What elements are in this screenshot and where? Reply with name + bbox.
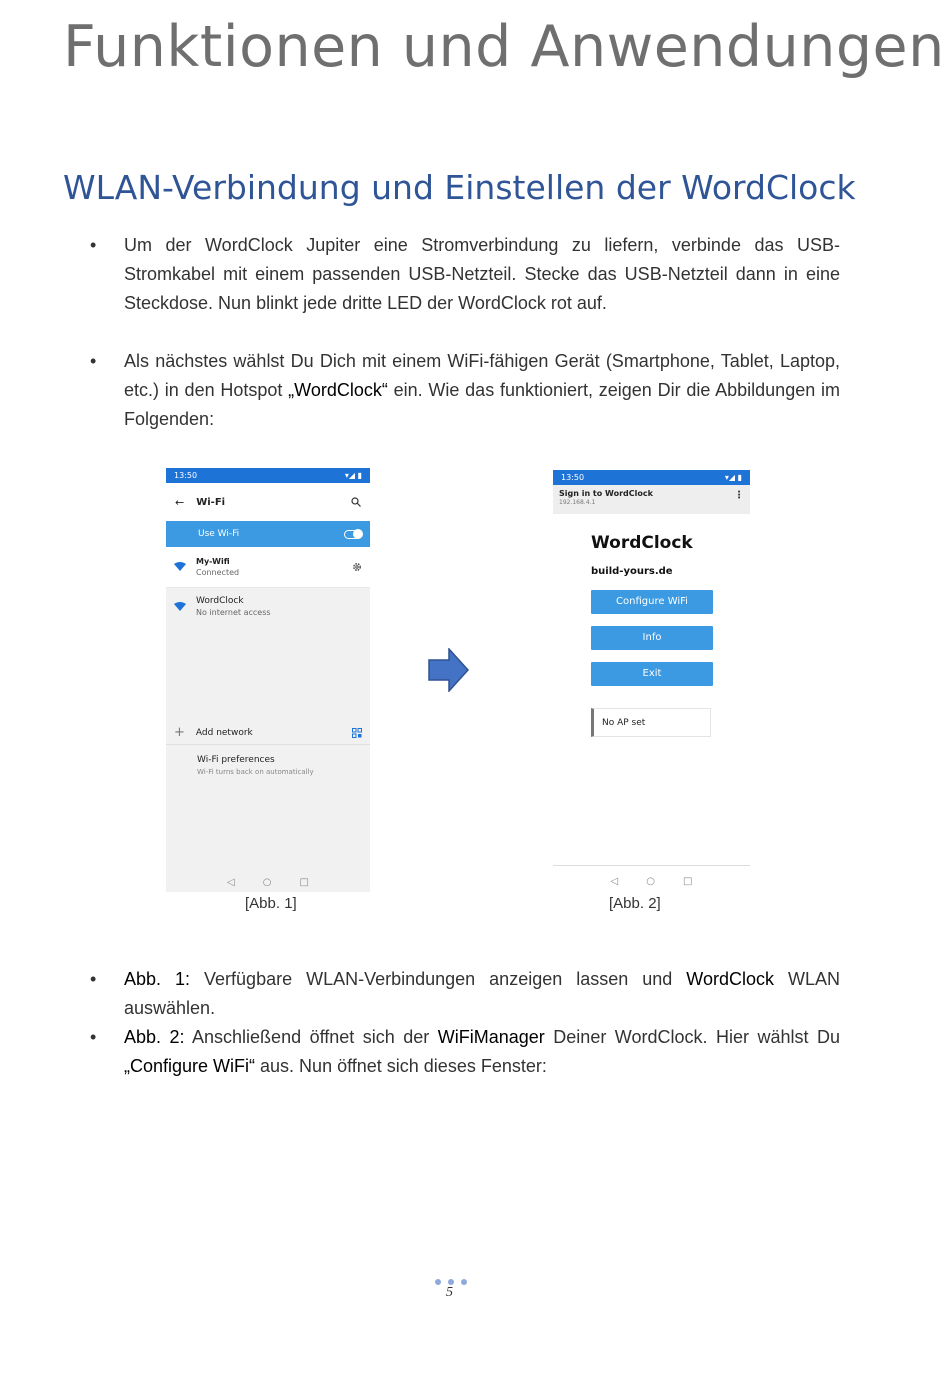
signin-title: Sign in to WordClock [559,489,653,498]
divider [553,865,750,866]
note-keyword: WordClock [686,969,774,989]
note-text: Deiner WordClock. Hier wählst Du [544,1027,840,1047]
list-item [90,965,840,1023]
intro-text-2a: Als nächstes wählst Du Dich mit einem WiFi-fähigen Gerät (Smartphone, Tablet, Laptop, etc.) in den Hotspot [124,351,840,400]
status-bar [166,468,370,483]
network-status: Connected [196,568,240,577]
note-text: Verfügbare WLAN-Verbindungen anzeigen lassen und [190,969,687,989]
page-title: Funktionen und Anwendungen [63,14,945,80]
section-heading: WLAN-Verbindung und Einstellen der WordClock [63,168,856,207]
status-icons: ▾◢ ▮ [724,473,742,482]
hotspot-name: „WordClock“ [288,380,388,400]
signin-header [553,485,750,514]
network-row-my-wifi[interactable] [166,547,370,588]
bullet-icon: • [90,351,97,371]
status-time: 13:50 [174,471,198,480]
home-nav-icon[interactable]: ○ [262,877,272,888]
note-keyword: „Configure WiFi“ [124,1056,256,1076]
wifi-preferences-row[interactable] [197,754,314,778]
use-wifi-label: Use Wi-Fi [198,529,240,539]
bullet-icon: • [90,235,97,255]
arrow-right-icon [428,648,470,692]
network-name: My-Wifi [196,557,230,566]
ap-status-box: No AP set [591,708,711,737]
intro-text-2b: ein. Wie das funktioniert, zeigen Dir die Abbildungen im Folgenden: [124,380,840,429]
list-item [90,347,840,434]
recents-nav-icon[interactable]: □ [299,877,309,888]
home-nav-icon[interactable]: ○ [646,876,655,887]
nav-bar [553,876,750,887]
app-subtitle: build-yours.de [591,566,673,577]
network-row-wordclock[interactable] [166,588,370,626]
back-arrow-icon[interactable]: ← [175,495,185,509]
app-title: WordClock [591,533,693,553]
figure-1-caption: [Abb. 1] [245,895,297,912]
wifi-toggle[interactable] [344,530,362,539]
figure-1-screenshot [166,468,370,892]
list-item [90,1023,840,1081]
bullet-icon: • [90,1027,97,1047]
network-name: WordClock [196,596,244,606]
list-item [90,231,840,318]
search-icon[interactable] [351,497,361,507]
use-wifi-row[interactable] [166,521,370,547]
note-label: Abb. 1: [124,969,191,989]
nav-bar [166,877,370,888]
more-options-icon[interactable]: ⋮ [734,490,744,501]
info-button[interactable]: Info [591,626,713,650]
note-text: Anschließend öffnet sich der [184,1027,438,1047]
spacer [90,318,840,347]
intro-list [90,231,840,434]
add-network-row[interactable] [166,721,370,745]
wifi-signal-icon [174,562,186,572]
recents-nav-icon[interactable]: □ [682,876,693,887]
exit-button[interactable]: Exit [591,662,713,686]
figure-2-caption: [Abb. 2] [609,895,661,912]
plus-icon: + [174,725,185,740]
note-text: WLAN auswählen. [124,969,840,1018]
bullet-icon: • [90,969,97,989]
configure-wifi-button[interactable]: Configure WiFi [591,590,713,614]
network-status: No internet access [196,608,271,617]
signin-ip: 192.168.4.1 [559,499,596,506]
figure-notes-list [90,965,840,1081]
intro-text-1: Um der WordClock Jupiter eine Stromverbindung zu liefern, verbinde das USB-Stromkabel mit einem passenden USB-Netzteil. Stecke das USB-Netzteil dann in eine Steckdose. Nun blinkt jede dritte LED der WordClock rot auf. [124,235,840,313]
status-time: 13:50 [561,473,585,482]
note-text: aus. Nun öffnet sich dieses Fenster: [255,1056,547,1076]
wifi-signal-icon [174,602,186,612]
back-nav-icon[interactable]: ◁ [227,877,235,888]
add-network-label: Add network [195,727,253,738]
wifi-preferences-sub: Wi-Fi turns back on automatically [197,768,314,776]
back-nav-icon[interactable]: ◁ [610,876,619,887]
wifi-header [166,483,370,521]
status-icons: ▾◢ ▮ [344,471,362,480]
qr-code-icon[interactable] [352,728,362,738]
wifi-preferences-title: Wi-Fi preferences [197,755,275,765]
figure-2-screenshot [553,470,750,890]
wifi-header-title: Wi-Fi [196,496,226,508]
note-label: Abb. 2: [124,1027,185,1047]
page-number: 5 [446,1285,453,1300]
status-bar [553,470,750,485]
note-keyword: WiFiManager [437,1027,545,1047]
gear-icon[interactable] [352,562,362,572]
